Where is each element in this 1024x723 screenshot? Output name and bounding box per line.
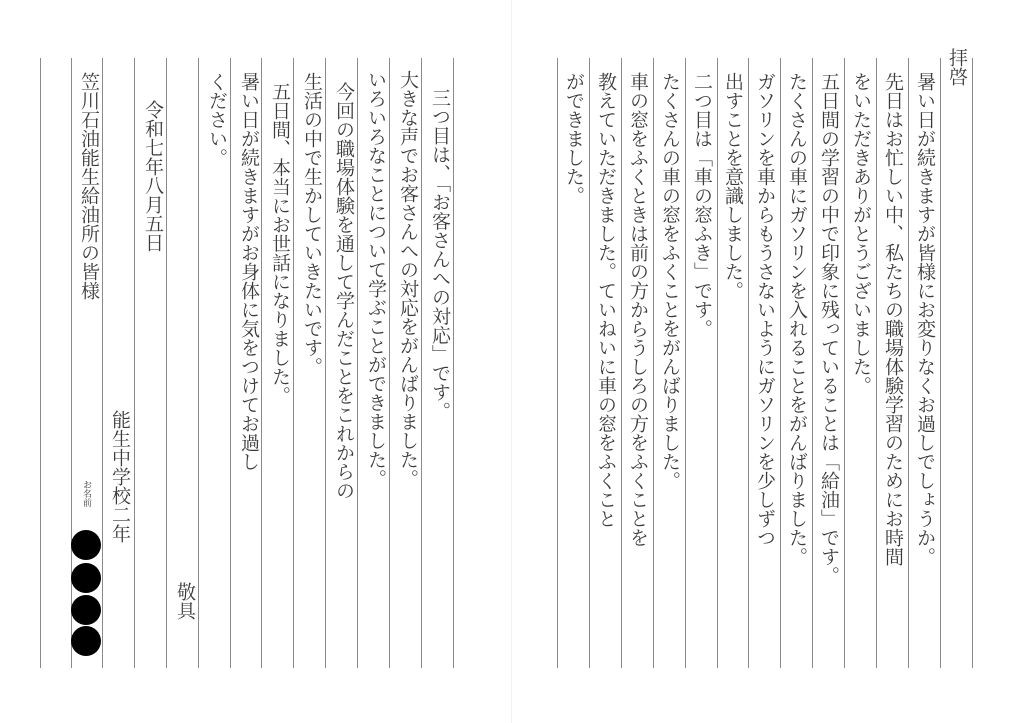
ruled-line	[972, 58, 973, 668]
ruled-line	[166, 58, 167, 668]
letter-line: 先日はお忙しい中、私たちの職場体験学習のためにお時間	[882, 72, 904, 566]
letter-line: 車の窓をふくときは前の方からうしろの方をふくことを	[627, 72, 649, 547]
ruled-line	[653, 58, 654, 668]
letter-line: 大きな声でお客さんへの対応をがんばりました。	[397, 70, 419, 488]
ruled-line	[261, 58, 262, 668]
letter-line: 二つ目は「車の窓ふき」です。	[691, 72, 713, 338]
ruled-line	[453, 58, 454, 668]
ruled-line	[102, 58, 103, 668]
ruled-line	[389, 58, 390, 668]
ruled-line	[717, 58, 718, 668]
ruled-line	[940, 58, 941, 668]
closing: 敬具	[174, 582, 196, 620]
ruled-line	[40, 58, 41, 668]
ruled-line	[621, 58, 622, 668]
ruled-line	[357, 58, 358, 668]
name-label: お名前	[81, 480, 91, 507]
letter-line: 教えていただきました。ていねいに車の窓をふくこと	[595, 72, 617, 528]
sender: 能生中学校二年	[109, 410, 131, 543]
redaction-dot	[71, 626, 101, 656]
ruled-line	[134, 58, 135, 668]
letter-line: ください。	[206, 72, 228, 167]
letter-line: 今回の職場体験を通して学んだことをこれからの	[333, 82, 355, 500]
letter-line: 五日間、本当にお世話になりました。	[269, 82, 291, 405]
letter-line: いろいろなことについて学ぶことができました。	[365, 70, 387, 488]
ruled-line	[325, 58, 326, 668]
greeting: 拝啓	[946, 48, 968, 86]
ruled-line	[844, 58, 845, 668]
ruled-line	[908, 58, 909, 668]
letter-line: 五日間の学習の中で印象に残っていることは「給油」です。	[818, 72, 840, 585]
letter-line: 三つ目は、「お客さんへの対応」です。	[429, 88, 451, 421]
letter-line: 暑い日が続きますが皆様にお変りなくお過しでしょうか。	[914, 72, 936, 566]
ruled-line	[589, 58, 590, 668]
letter-line: たくさんの車にガソリンを入れることをがんばりました。	[786, 72, 808, 566]
letter-line: 暑い日が続きますがお身体に気をつけてお過し	[238, 72, 260, 471]
letter-line: ガソリンを車からもうさないようにガソリンを少しずつ	[754, 72, 776, 547]
letter-line: 生活の中で生かしていきたいです。	[301, 72, 323, 376]
ruled-line	[230, 58, 231, 668]
ruled-line	[685, 58, 686, 668]
ruled-line	[780, 58, 781, 668]
redaction-dot	[71, 530, 101, 560]
ruled-line	[748, 58, 749, 668]
ruled-line	[557, 58, 558, 668]
redaction-dot	[71, 595, 101, 625]
redaction-dot	[71, 563, 101, 593]
recipient: 笠川石油能生給油所の皆様	[78, 72, 100, 300]
ruled-line	[812, 58, 813, 668]
letter-line: をいただきありがとうございました。	[850, 72, 872, 395]
letter-line: 出すことを意識しました。	[722, 72, 744, 300]
ruled-line	[421, 58, 422, 668]
ruled-line	[198, 58, 199, 668]
ruled-line	[293, 58, 294, 668]
letter-line: たくさんの車の窓をふくことをがんばりました。	[659, 72, 681, 490]
ruled-line	[876, 58, 877, 668]
page-fold	[511, 0, 512, 723]
date: 令和七年八月五日	[142, 100, 164, 252]
letter-line: ができました。	[563, 72, 585, 205]
